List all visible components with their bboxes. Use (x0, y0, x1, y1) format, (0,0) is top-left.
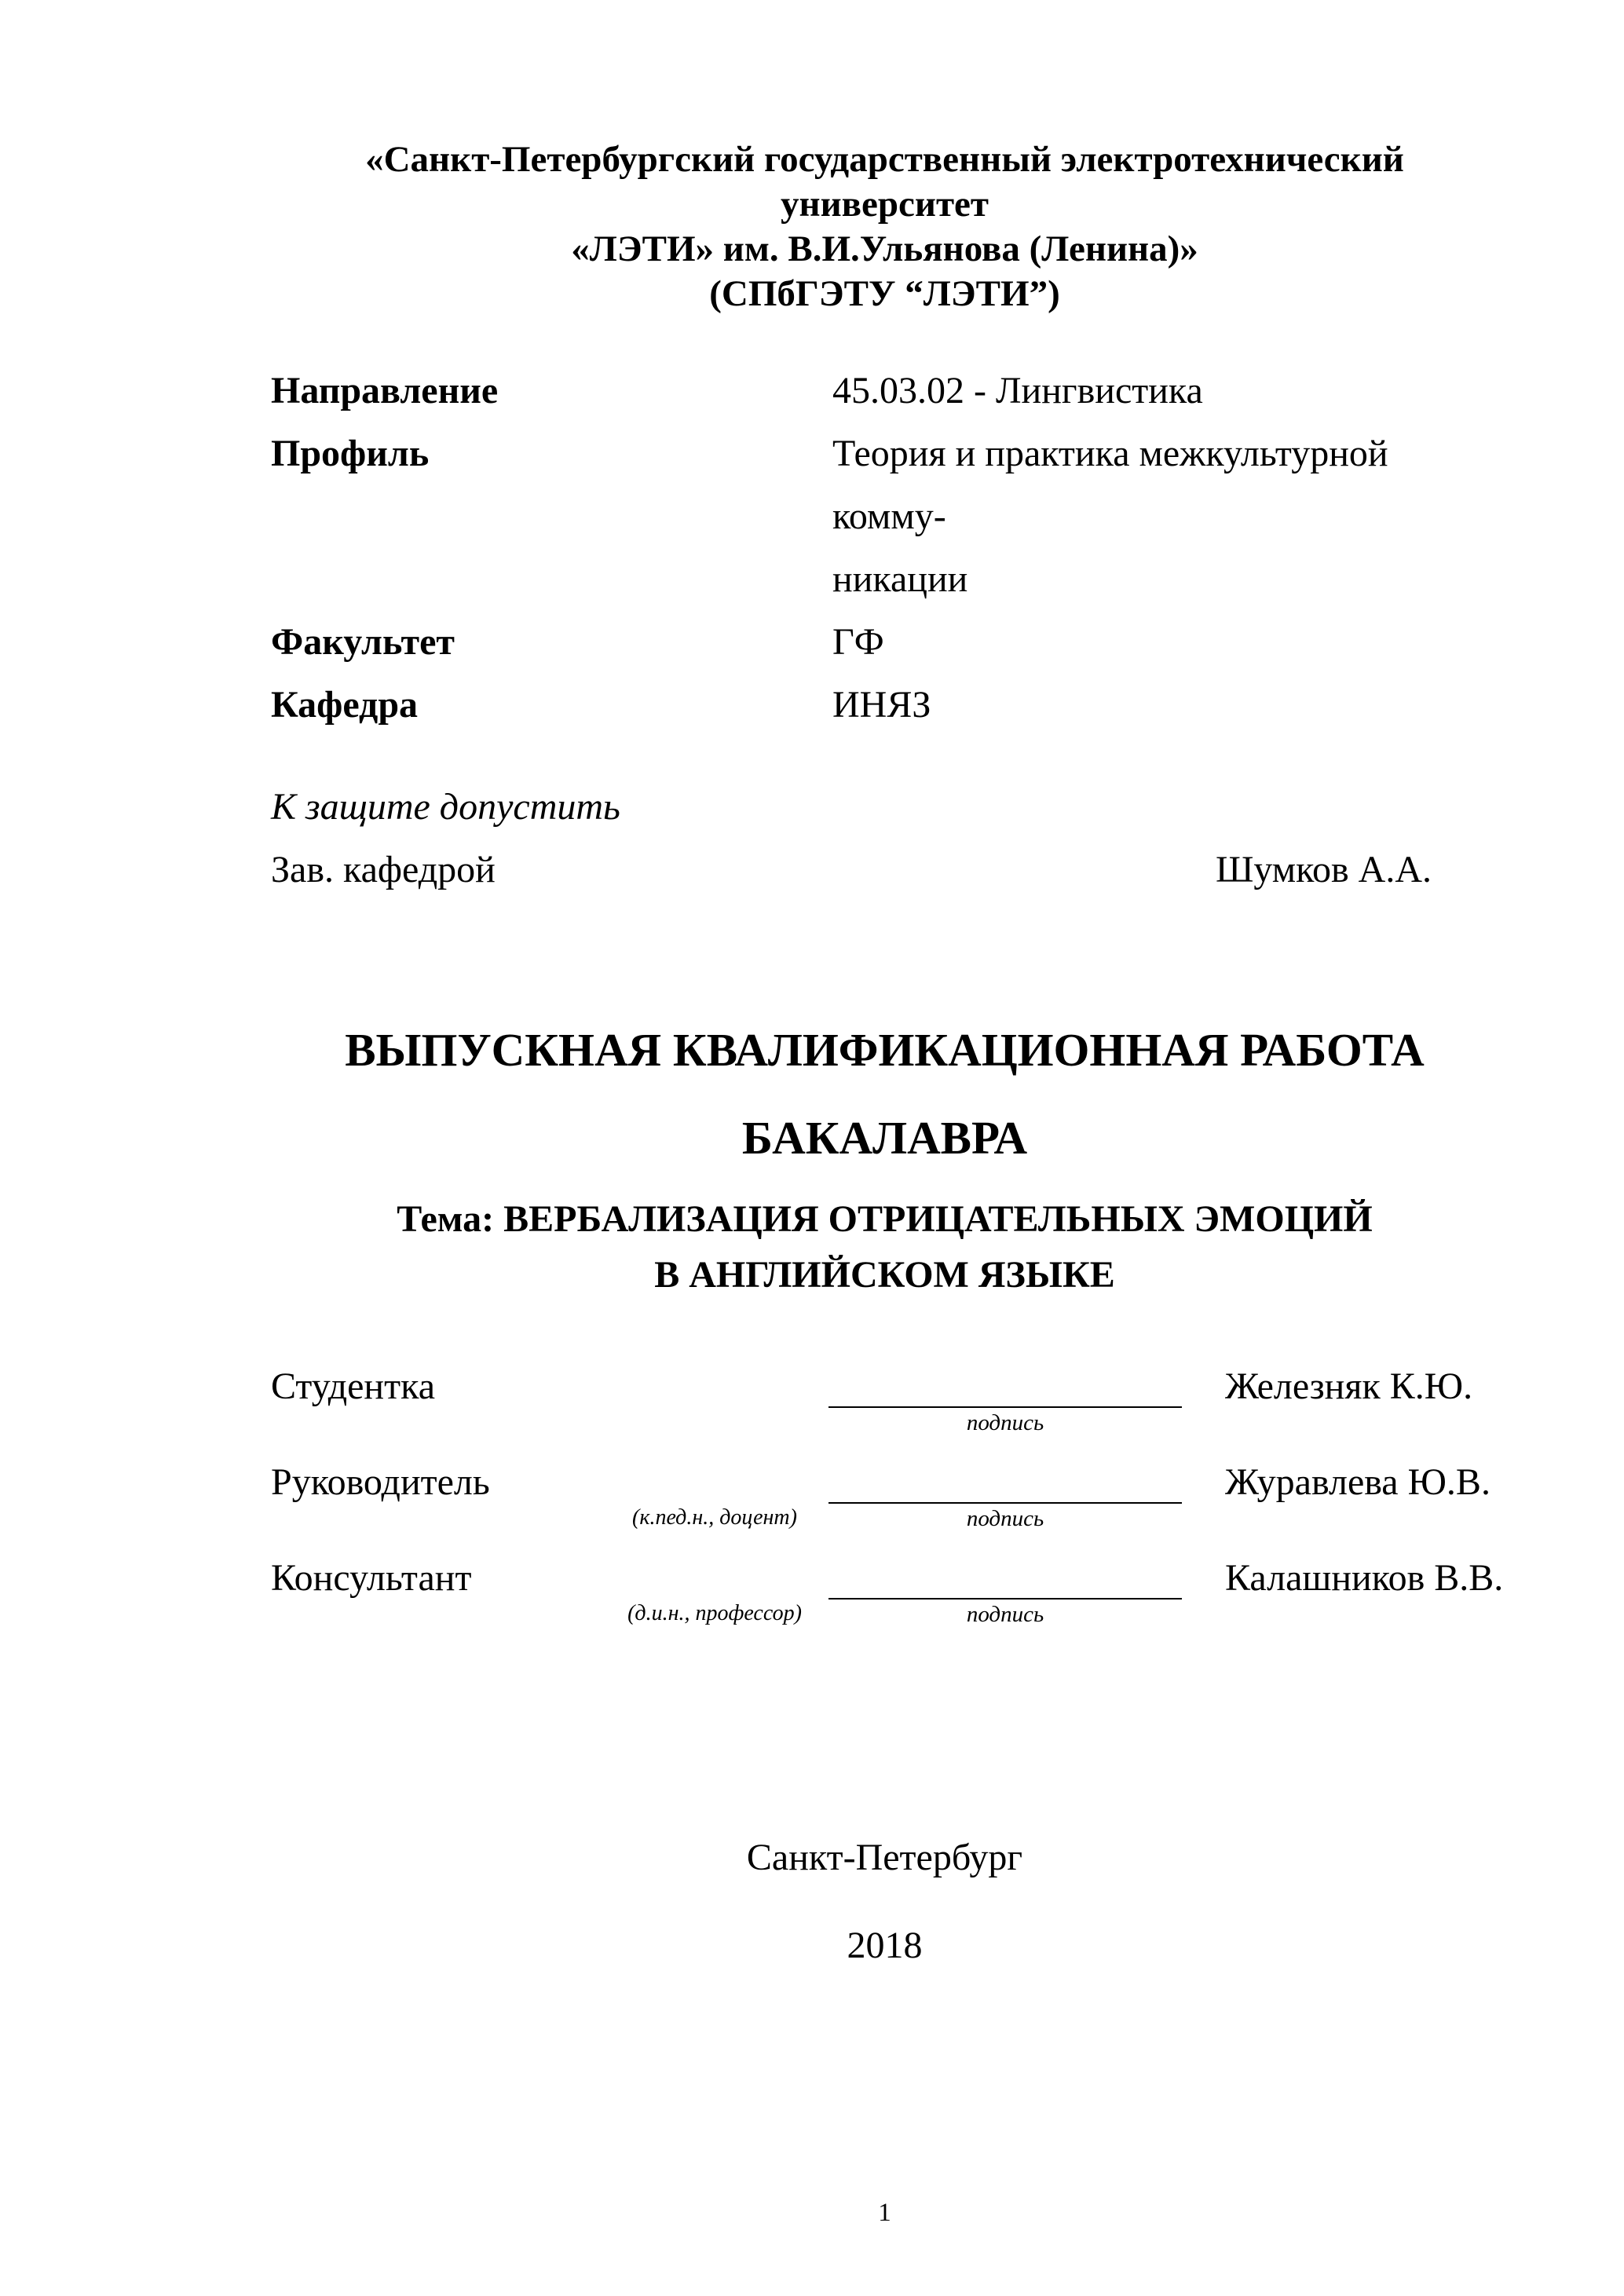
consultant-signature-line (828, 1556, 1182, 1600)
info-row-department (271, 674, 1498, 737)
department-label: Кафедра (271, 684, 419, 726)
department-head-label: Зав. кафедрой (271, 849, 496, 890)
thesis-theme-line1: Тема: ВЕРБАЛИЗАЦИЯ ОТРИЦАТЕЛЬНЫХ ЭМОЦИЙ (397, 1198, 1373, 1240)
info-row-direction (271, 360, 1498, 422)
thesis-theme-line2: В АНГЛИЙСКОМ ЯЗЫКЕ (654, 1254, 1115, 1296)
consultant-role-label: Консультант (271, 1557, 472, 1599)
student-signature-area (828, 1364, 1182, 1436)
direction-value: 45.03.02 - Лингвистика (832, 370, 1203, 411)
info-row-profile (271, 422, 1498, 611)
signature-row-consultant (271, 1556, 1504, 1628)
info-row-faculty (271, 611, 1498, 674)
supervisor-role-label: Руководитель (271, 1461, 490, 1503)
signatures-section (271, 1364, 1504, 1628)
profile-label: Профиль (271, 433, 430, 474)
department-value: ИНЯЗ (832, 684, 931, 726)
thesis-title-line1: ВЫПУСКНАЯ КВАЛИФИКАЦИОННАЯ РАБОТА (345, 1024, 1425, 1076)
approval-intro: К защите допустить (271, 786, 620, 828)
consultant-signature-caption: подпись (966, 1602, 1044, 1627)
student-signature-line (828, 1364, 1182, 1408)
footer-block (271, 1837, 1498, 1966)
consultant-name: Калашников В.В. (1225, 1557, 1504, 1599)
student-signature-caption: подпись (966, 1410, 1044, 1435)
profile-value (832, 422, 1498, 611)
signature-row-student (271, 1364, 1498, 1436)
consultant-qualifier: (д.и.н., профессор) (627, 1601, 802, 1625)
direction-label: Направление (271, 370, 499, 411)
thesis-title-block (271, 1023, 1498, 1303)
program-info-table (271, 360, 1498, 737)
thesis-title-line2: БАКАЛАВРА (741, 1112, 1028, 1164)
student-role-label: Студентка (271, 1366, 435, 1407)
supervisor-signature-line (828, 1460, 1182, 1504)
student-qualifier (601, 1364, 828, 1436)
university-header (271, 137, 1498, 316)
supervisor-qualifier: (к.пед.н., доцент) (632, 1505, 797, 1530)
faculty-value: ГФ (832, 621, 884, 663)
thesis-theme (271, 1191, 1498, 1303)
university-abbreviation: (СПбГЭТУ “ЛЭТИ”) (709, 273, 1060, 314)
university-name-line2: «ЛЭТИ» им. В.И.Ульянова (Ленина)» (571, 229, 1198, 269)
profile-value-line2: никации (832, 558, 968, 600)
student-name: Железняк К.Ю. (1225, 1366, 1473, 1407)
supervisor-name: Журавлева Ю.В. (1225, 1461, 1490, 1503)
approval-section (271, 776, 1498, 901)
consultant-signature-area (828, 1556, 1182, 1628)
page-number: 1 (878, 2199, 891, 2227)
signature-row-supervisor (271, 1460, 1498, 1532)
supervisor-signature-area (828, 1460, 1182, 1532)
footer-year: 2018 (847, 1925, 923, 1966)
university-name-line1: «Санкт-Петербургский государственный электротехнический университет (365, 139, 1404, 225)
profile-value-line1: Теория и практика межкультурной комму- (832, 433, 1388, 537)
approval-row (271, 839, 1498, 901)
footer-city: Санкт-Петербург (746, 1837, 1023, 1878)
faculty-label: Факультет (271, 621, 455, 663)
department-head-name: Шумков А.А. (1215, 849, 1432, 890)
supervisor-signature-caption: подпись (966, 1506, 1044, 1531)
